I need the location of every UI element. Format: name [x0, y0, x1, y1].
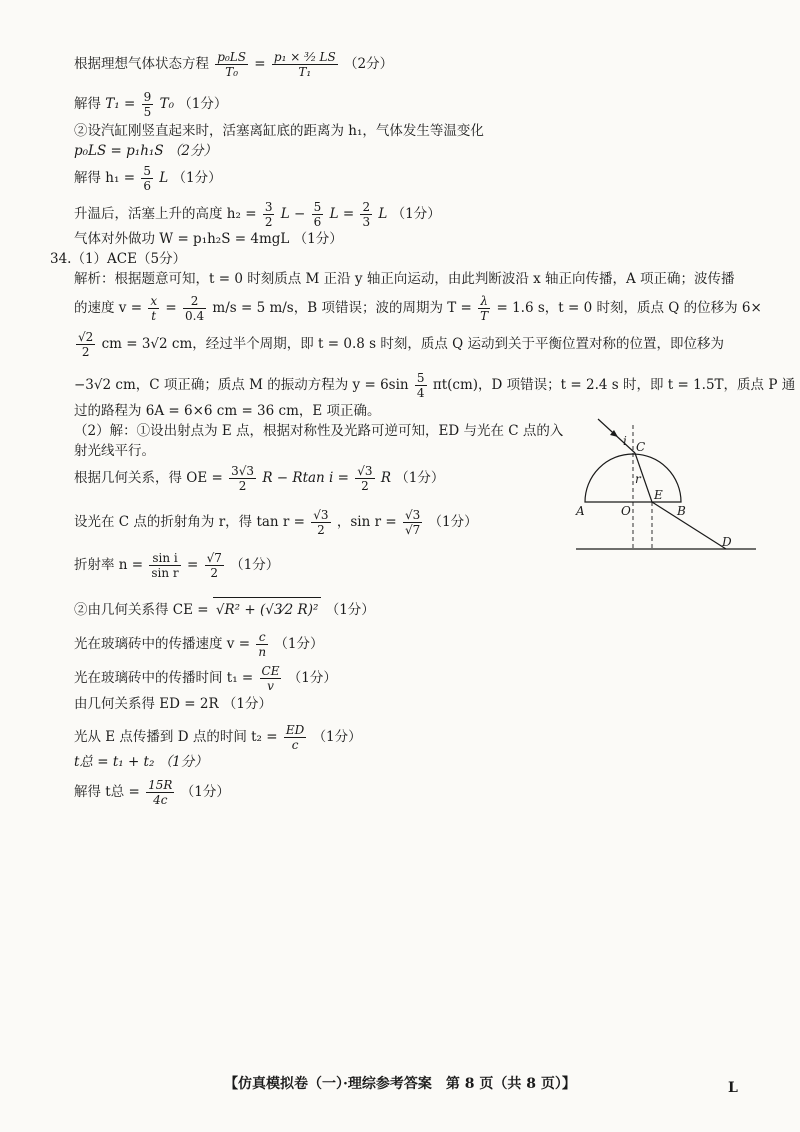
label-i: i: [623, 434, 627, 448]
line-h2: 升温后，活塞上升的高度 h₂ = $\frac{3}{2}$ L − $\frac{5}{6}$ L = $\frac{2}{3}$ L （1分）: [74, 200, 441, 229]
fraction: $\frac{3}{2}$: [264, 200, 273, 229]
line-ED: 由几何关系得 ED = 2R （1分）: [74, 696, 272, 712]
fraction: $\frac{\text{sin i}}{\text{sin r}}$: [151, 551, 179, 580]
analysis-line-2: 的速度 v = $\frac{x}{t}$ = $\frac{2}{0.4}$ m/s = 5 m/s，B 项错误；波的周期为 T = $\frac{\lambda}{T}$ = 1.6 s，t = 0 时刻，质点 Q 的位移为 6×: [74, 294, 762, 323]
line-t2: 光从 E 点传播到 D 点的时间 t₂ = $\frac{ED}{c}$ （1分）: [74, 723, 362, 752]
analysis-line-1: 解析：根据题意可知，t = 0 时刻质点 M 正沿 y 轴正向运动，由此判断波沿 x 轴正向传播，A 项正确；波传播: [74, 271, 735, 287]
line-t1: 光在玻璃砖中的传播时间 t₁ = $\frac{CE}{v}$ （1分）: [74, 664, 337, 693]
line-CE: ②由几何关系得 CE = √R² + (√3⁄2 R)² （1分）: [74, 597, 375, 620]
label-B: B: [677, 504, 686, 518]
line-refraction-angle: 设光在 C 点的折射角为 r，得 tan r = $\frac{√3}{2}$ ，sin r = $\frac{√3}{√7}$ （1分）: [74, 508, 478, 537]
analysis-line-4: −3√2 cm，C 项正确；质点 M 的振动方程为 y = 6sin $\frac{5}{4}$ πt(cm)，D 项错误；t = 2.4 s 时，即 t = 1.5T，质点 P 通: [74, 371, 796, 400]
line-OE: 根据几何关系，得 OE = $\frac{3√3}{2}$ R − Rtan i = $\frac{√3}{2}$ R （1分）: [74, 464, 445, 493]
optics-diagram: [570, 415, 760, 560]
line-isothermal: ②设汽缸刚竖直起来时，活塞离缸底的距离为 h₁，气体发生等温变化: [74, 123, 484, 139]
fraction: $\frac{CE}{v}$: [261, 664, 280, 693]
label-D: D: [722, 535, 732, 549]
corner-mark: L: [728, 1080, 738, 1096]
label-A: A: [576, 504, 585, 518]
line-p0LS: p₀LS = p₁h₁S （2分）: [74, 143, 217, 159]
line-solve-h1: 解得 h₁ = $\frac{5}{6}$ L （1分）: [74, 164, 222, 193]
fraction: $\frac{√3}{√7}$: [404, 508, 421, 537]
label-E: E: [654, 488, 663, 502]
fraction: $\frac{c}{n}$: [258, 630, 267, 659]
exit-ray: [652, 502, 726, 549]
fraction: $\frac{\text{p₀LS}}{\text{T₀}}$: [217, 50, 246, 79]
fraction: $\frac{√3}{2}$: [357, 464, 373, 493]
fraction: $\frac{15R}{4c}$: [148, 778, 173, 807]
line-gas-equation: 根据理想气体状态方程 $\frac{\text{p₀LS}}{\text{T₀}}$ = $\frac{\text{p₁ × ³⁄₂ LS}}{\text{T₁}}$ （2分）: [74, 50, 394, 79]
fraction: $\frac{5}{6}$: [143, 164, 151, 193]
fraction: $\frac{ED}{c}$: [285, 723, 305, 752]
page-footer: 【仿真模拟卷（一）·理综参考答案 第 8 页（共 8 页）】: [224, 1076, 576, 1092]
fraction: $\frac{5}{6}$: [313, 200, 322, 229]
analysis-line-5: 过的路程为 6A = 6×6 cm = 36 cm，E 项正确。: [74, 403, 381, 419]
fraction: $\frac{2}{0.4}$: [185, 294, 205, 323]
label-C: C: [636, 440, 646, 454]
fraction: $\frac{\lambda}{T}$: [480, 294, 489, 323]
line-t-total: t总 = t₁ + t₂ （1分）: [74, 754, 208, 770]
fraction: $\frac{2}{3}$: [362, 200, 371, 229]
fraction: $\frac{√7}{2}$: [206, 551, 222, 580]
part2-intro: （2）解：①设出射点为 E 点，根据对称性及光路可逆可知，ED 与光在 C 点的入射光线平行。: [74, 423, 564, 459]
fraction: $\frac{3√3}{2}$: [231, 464, 255, 493]
line-refractive-index: 折射率 n = $\frac{\text{sin i}}{\text{sin r}}$ = $\frac{√7}{2}$ （1分）: [74, 551, 280, 580]
line-solve-T1: 解得 T₁ = $\frac{9}{5}$ T₀ （1分）: [74, 90, 228, 119]
fraction: $\frac{5}{4}$: [416, 371, 425, 400]
line-speed: 光在玻璃砖中的传播速度 v = $\frac{c}{n}$ （1分）: [74, 630, 324, 659]
question-34-header: 34.（1）ACE（5分）: [50, 251, 187, 267]
fraction: $\frac{\text{p₁ × ³⁄₂ LS}}{\text{T₁}}$: [273, 50, 336, 79]
fraction: $\frac{9}{5}$: [143, 90, 152, 119]
fraction: $\frac{√2}{2}$: [78, 330, 94, 359]
analysis-line-3: $\frac{√2}{2}$ cm = 3√2 cm，经过半个周期，即 t = 0.8 s 时刻，质点 Q 运动到关于平衡位置对称的位置，即位移为: [78, 330, 725, 359]
label-O: O: [621, 504, 631, 518]
label-r: r: [635, 472, 641, 486]
fraction: $\frac{√3}{2}$: [313, 508, 329, 537]
line-final-answer: 解得 t总 = $\frac{15R}{4c}$ （1分）: [74, 778, 230, 807]
fraction: $\frac{x}{t}$: [150, 294, 158, 323]
line-work: 气体对外做功 W = p₁h₂S = 4mgL （1分）: [74, 231, 343, 247]
sqrt-expression: √R² + (√3⁄2 R)²: [213, 597, 322, 620]
